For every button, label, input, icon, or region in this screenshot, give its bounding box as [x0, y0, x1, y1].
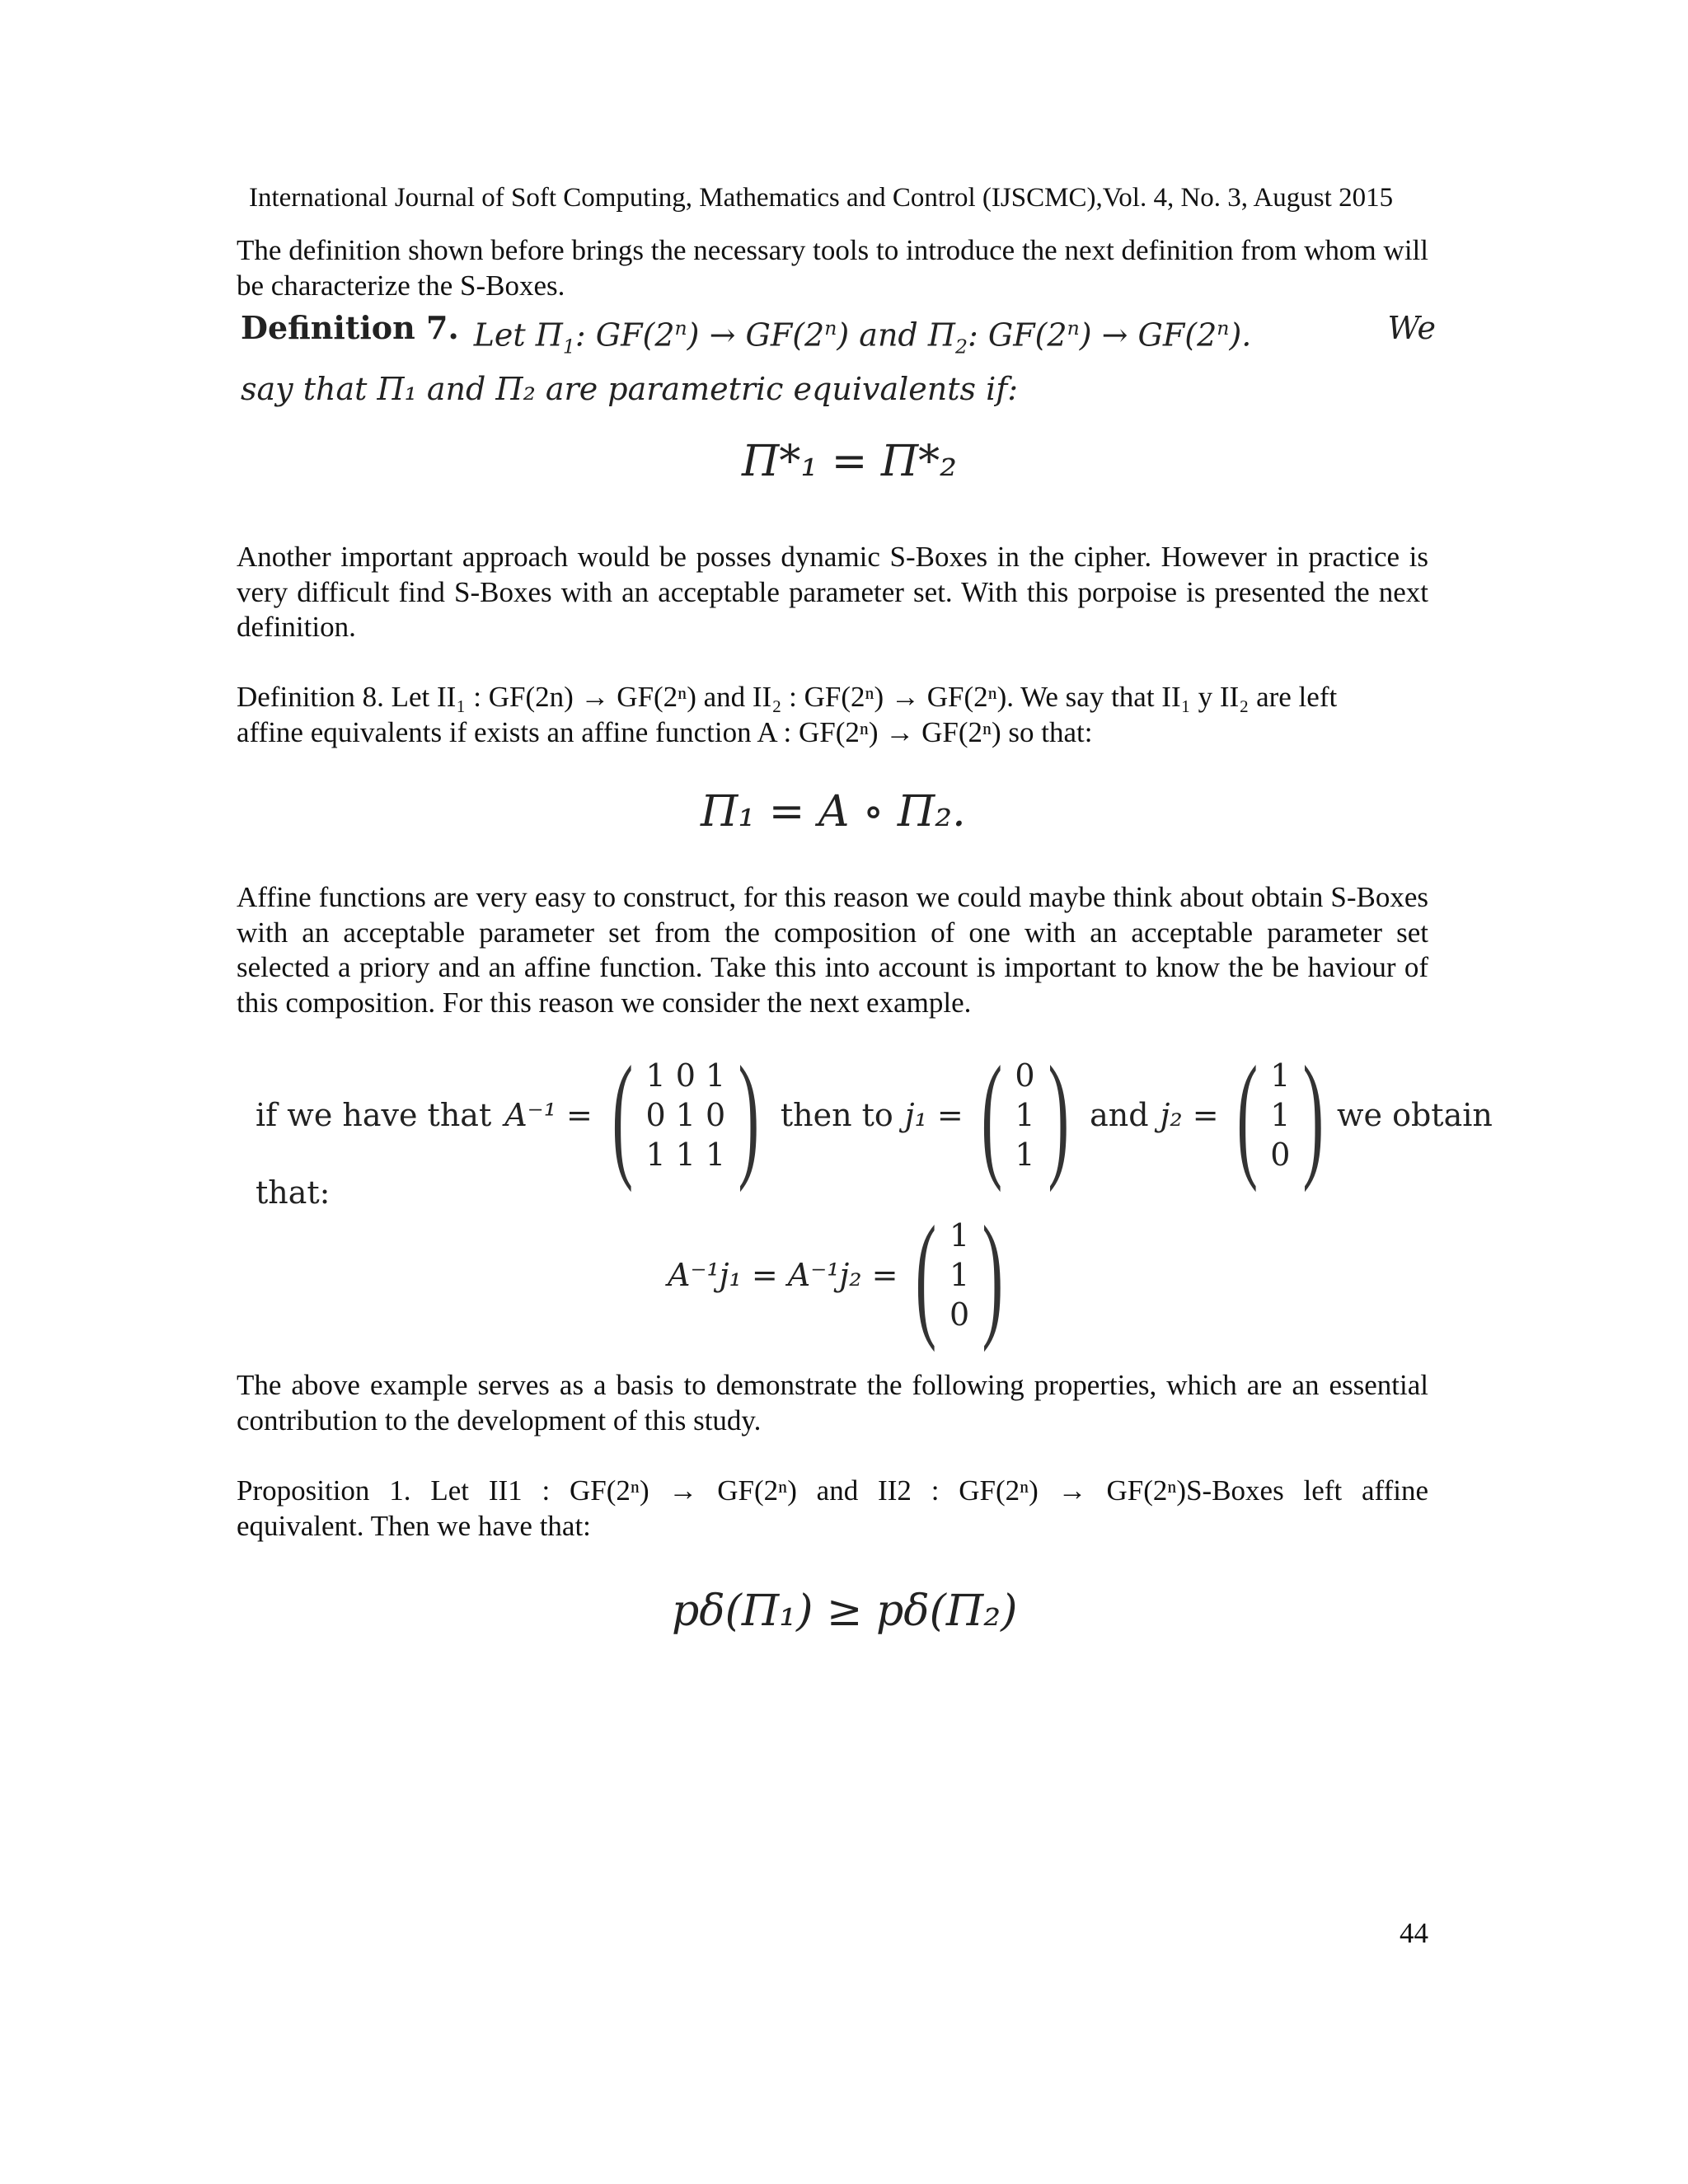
vector-entry: 0	[1015, 1057, 1035, 1094]
equation-parametric: Π*₁ = Π*₂	[742, 437, 958, 486]
paragraph-intro: The definition shown before brings the necessary tools to introduce the next definition from whom will be characterize the S-Boxes.	[237, 234, 1428, 302]
example-line	[256, 1038, 1493, 1193]
example-that: that:	[256, 1174, 331, 1211]
example-j2: j₂ =	[1160, 1097, 1219, 1133]
definition-7-we: We	[1387, 310, 1436, 346]
proposition-1-line1: Proposition 1. Let II1 : GF(2ⁿ) → GF(2ⁿ) and II2 : GF(2ⁿ) → GF(2ⁿ)S-Boxes left affine	[237, 1474, 1428, 1507]
equation-proposition: pδ(Π₁) ≥ pδ(Π₂)	[672, 1586, 1018, 1636]
definition-8-line1: Definition 8. Let II₁ : GF(2n) → GF(2ⁿ) and II₂ : GF(2ⁿ) → GF(2ⁿ). We say that II₁ y II₂ are left	[237, 681, 1338, 713]
definition-7-text: Let $\Pi_1$: $GF(2^n) \to GF(2^n)$ and $\Pi_2$: $GF(2^n) \to GF(2^n)$.	[473, 316, 1252, 359]
definition-7-label: Definition 7.	[241, 309, 459, 346]
paragraph-basis: The above example serves as a basis to demonstrate the following properties, which are an essential contribution to the development of this study.	[237, 1369, 1428, 1436]
vector-entry: 1	[1015, 1137, 1035, 1173]
definition-7	[241, 307, 1436, 410]
definition-7-line1	[241, 307, 1436, 368]
example-and: and	[1090, 1097, 1149, 1133]
vector-result: ( 1 1 0 )	[915, 1197, 1004, 1352]
definition-8	[237, 680, 1428, 750]
vector-entry: 1	[1015, 1097, 1035, 1133]
matrix-row: 1 0 1	[645, 1057, 726, 1094]
matrix-row: 1 1 1	[645, 1137, 726, 1173]
example-lead: if we have that	[256, 1097, 492, 1133]
matrix-row: 0 1 0	[645, 1097, 726, 1133]
vector-j1: ( 0 1 1 )	[981, 1038, 1069, 1193]
equation-affine: Π₁ = A ∘ Π₂.	[701, 787, 966, 837]
vector-entry: 1	[950, 1217, 970, 1254]
proposition-1	[237, 1474, 1428, 1544]
example-we-obtain: we obtain	[1337, 1097, 1493, 1133]
definition-8-line2: affine equivalents if exists an affine function A : GF(2ⁿ) → GF(2ⁿ) so that:	[237, 715, 1093, 748]
proposition-1-line2: equivalent. Then we have that:	[237, 1509, 591, 1542]
example-result	[668, 1197, 1016, 1352]
example-result-lhs: A⁻¹j₁ = A⁻¹j₂ =	[668, 1257, 898, 1293]
definition-7-line2: say that Π₁ and Π₂ are parametric equivalents if:	[241, 371, 1019, 408]
vector-j2: ( 1 1 0 )	[1236, 1038, 1325, 1193]
example-a-inv: A⁻¹ =	[504, 1097, 593, 1133]
paragraph-affine: Affine functions are very easy to construct, for this reason we could maybe think about obtain S-Boxes with an acceptable parameter set from the composition of one with an acceptable parameter set selected a priory and an affine function. Take this into account is important to know the be haviour of this composition. For this reason we consider the next example.	[237, 881, 1428, 1019]
matrix-a-inverse: ( 1 0 1 0 1 0 1 1 1 )	[612, 1038, 760, 1193]
page-number: 44	[1400, 1917, 1428, 1949]
vector-entry: 1	[1270, 1097, 1291, 1133]
paragraph-dynamic: Another important approach would be posses dynamic S-Boxes in the cipher. However in practice is very difficult find S-Boxes with an acceptable parameter set. With this porpoise is presented the next definition.	[237, 541, 1428, 643]
example-then-to: then to	[780, 1097, 893, 1133]
vector-entry: 0	[1270, 1137, 1291, 1173]
vector-entry: 0	[950, 1296, 970, 1333]
vector-entry: 1	[1270, 1057, 1291, 1094]
example-j1: j₁ =	[904, 1097, 964, 1133]
running-head: International Journal of Soft Computing, Mathematics and Control (IJSCMC),Vol. 4, No. 3, August 2015	[249, 183, 1394, 213]
vector-entry: 1	[950, 1257, 970, 1293]
